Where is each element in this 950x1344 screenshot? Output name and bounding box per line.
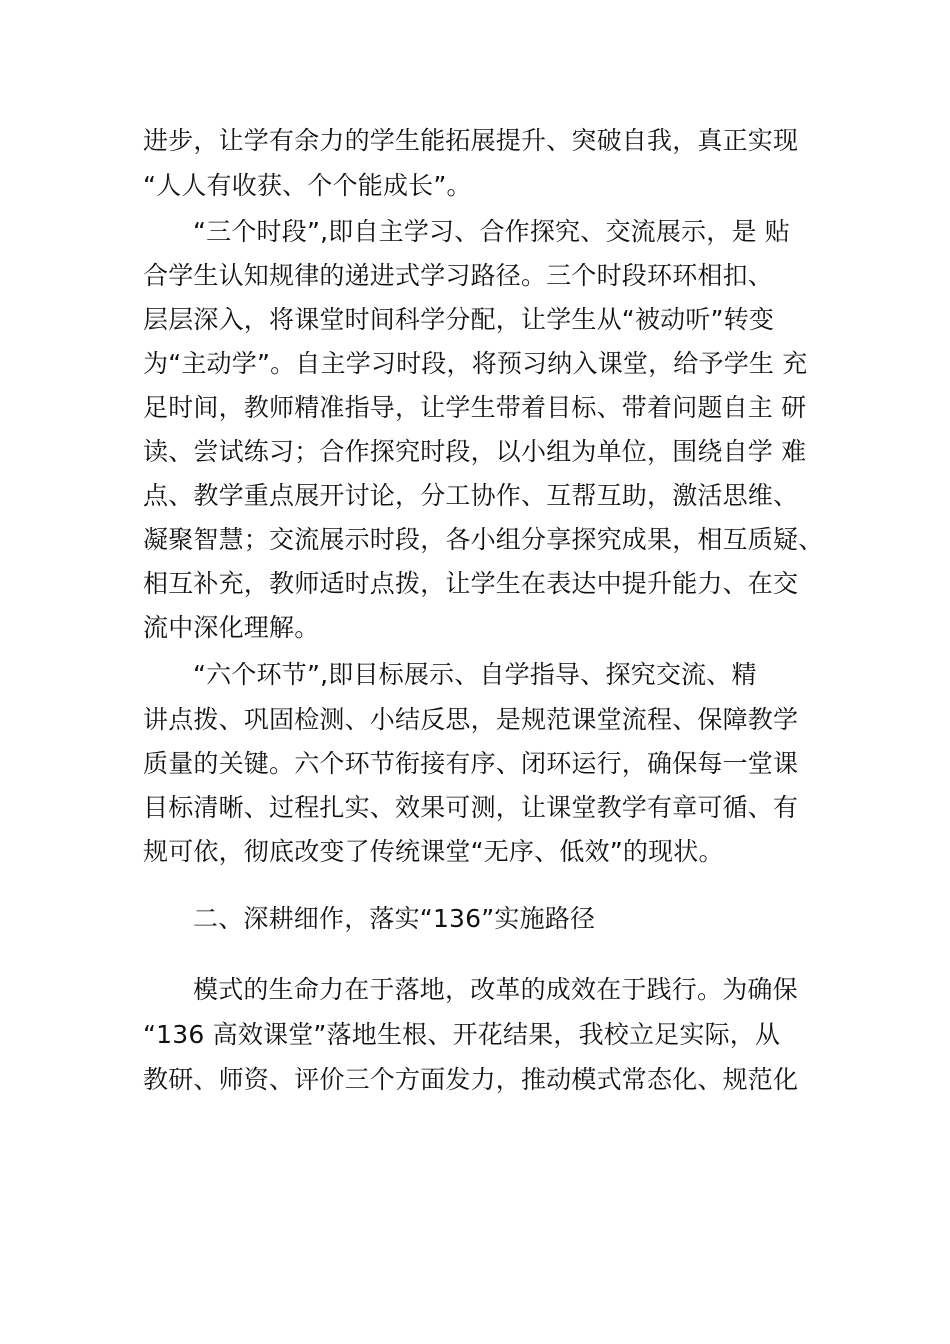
text-line: “136 高效课堂”落地生根、开花结果，我校立足实际，从: [143, 1020, 781, 1049]
paragraph-first-line: “三个时段”,即自主学习、合作探究、交流展示，是 贴: [193, 217, 790, 246]
text-line: 目标清晰、过程扎实、效果可测，让课堂教学有章可循、有: [143, 793, 799, 822]
section-heading: 二、深耕细作，落实“136”实施路径: [193, 904, 596, 933]
text-line: 流中深化理解。: [143, 613, 320, 642]
text-line: 相互补充，教师适时点拨，让学生在表达中提升能力、在交: [143, 569, 799, 598]
text-line: “人人有收获、个个能成长”。: [143, 171, 472, 200]
text-line: 点、教学重点展开讨论，分工协作、互帮互助，激活思维、: [143, 481, 799, 510]
text-line: 层层深入，将课堂时间科学分配，让学生从“被动听”转变: [143, 305, 775, 334]
paragraph-first-line: 模式的生命力在于落地，改革的成效在于践行。为确保: [193, 975, 798, 1004]
text-line: 进步，让学有余力的学生能拓展提升、突破自我，真正实现: [143, 126, 799, 155]
text-line: 为“主动学”。自主学习时段，将预习纳入课堂，给予学生 充: [143, 349, 808, 378]
text-line: 规可依，彻底改变了传统课堂“无序、低效”的现状。: [143, 837, 724, 866]
text-line: 质量的关键。六个环节衔接有序、闭环运行，确保每一堂课: [143, 749, 799, 778]
paragraph-first-line: “六个环节”,即目标展示、自学指导、探究交流、精: [193, 660, 757, 689]
text-line: 足时间，教师精准指导，让学生带着目标、带着问题自主 研: [143, 393, 807, 422]
text-line: 教研、师资、评价三个方面发力，推动模式常态化、规范化: [143, 1065, 799, 1094]
text-line: 合学生认知规律的递进式学习路径。三个时段环环相扣、: [143, 261, 774, 290]
text-line: 讲点拨、巩固检测、小结反思，是规范课堂流程、保障教学: [143, 705, 799, 734]
text-line: 凝聚智慧；交流展示时段，各小组分享探究成果，相互质疑、: [143, 525, 824, 554]
text-line: 读、尝试练习；合作探究时段，以小组为单位，围绕自学 难: [143, 437, 807, 466]
